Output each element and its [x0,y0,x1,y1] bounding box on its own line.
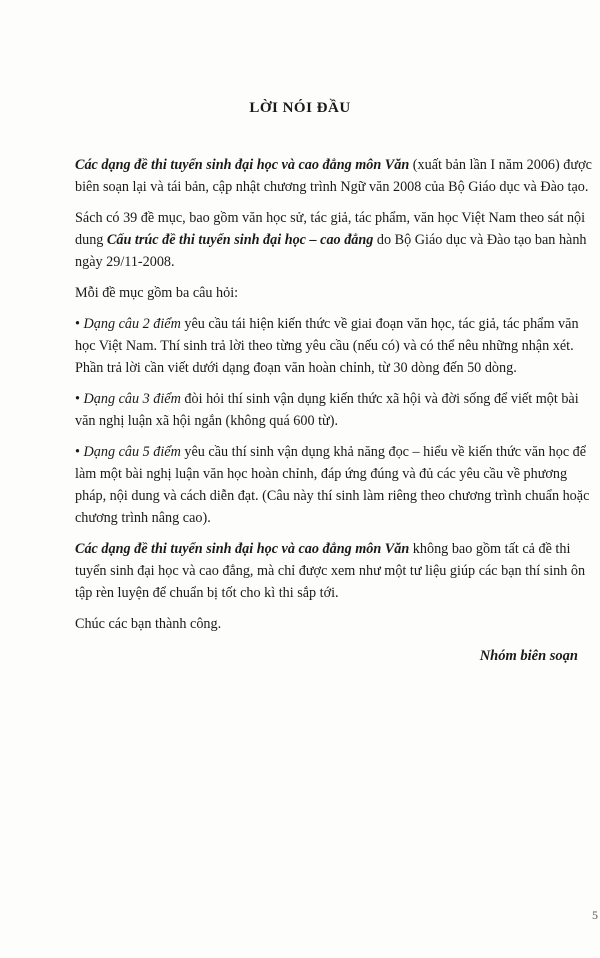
bullet-text: yêu cầu thí sinh vận dụng khả năng đọc – hiểu về kiến thức văn học để làm một bài nghị luận văn học hoàn chỉnh, đáp ứng đúng và đủ các yêu cầu về phương pháp, nội dung và cách diễn đạt. (Câu này thí sinh làm riêng theo chương trình chuẩn hoặc chương trình nâng cao). [75,444,590,526]
signature: Nhóm biên soạn [479,648,578,664]
bullet-marker: • [75,444,84,460]
margin-mark: 5 [592,908,598,922]
book-title-text: Các dạng đề thi tuyển sinh đại học và cao đẳng môn Văn [75,157,410,173]
paragraph-questions: Mỗi đề mục gồm ba câu hỏi: [75,285,239,301]
paragraph-wishes: Chúc các bạn thành công. [75,616,222,632]
paragraph-disclaimer [75,538,593,604]
paragraph-text: (xuất bản lần I năm 2006) được biên soạn lại và tái bản, cập nhật chương trình Ngữ văn 2008 của Bộ Giáo dục và Đào tạo. [75,157,592,195]
paragraph-contents [75,207,593,273]
preface-body [75,154,593,644]
bullet-text: yêu cầu tái hiện kiến thức về giai đoạn văn học, tác giả, tác phẩm văn học Việt Nam. Thí sinh trả lời theo từng yêu cầu (nếu có) và có thể nêu những nhận xét. Phần trả lời cần viết dưới dạng đoạn văn hoàn chỉnh, từ 30 dòng đến 50 dòng. [75,316,579,376]
structure-title-text: Cấu trúc đề thi tuyển sinh đại học – cao đẳng [106,232,374,248]
bullet-text: đòi hỏi thí sinh vận dụng kiến thức xã hội và đời sống để viết một bài văn nghị luận xã hội ngắn (không quá 600 từ). [75,391,579,429]
bullet-marker: • [75,316,84,332]
paragraph-text: Sách có 39 đề mục, bao gồm văn học sử, tác giả, tác phẩm, văn học Việt Nam theo sát nội dung [75,210,586,248]
paragraph-text: không bao gồm tất cả đề thi tuyển sinh đại học và cao đẳng, mà chỉ được xem như một tư liệu giúp các bạn thí sinh ôn tập rèn luyện để chuẩn bị tốt cho kì thi sắp tới. [75,541,586,601]
bullet-label: Dạng câu 3 điểm [83,391,181,407]
bullet-label: Dạng câu 2 điểm [83,316,181,332]
bullet-item [75,313,593,379]
book-title-text: Các dạng đề thi tuyển sinh đại học và cao đẳng môn Văn [75,541,410,557]
bullet-item [75,441,593,529]
paragraph-intro [75,154,593,198]
bullet-item [75,388,593,432]
page-title: LỜI NÓI ĐẦU [249,100,351,116]
bullet-marker: • [75,391,84,407]
bullet-label: Dạng câu 5 điểm [83,444,181,460]
paragraph-text: do Bộ Giáo dục và Đào tạo ban hành ngày 29/11-2008. [75,232,587,270]
